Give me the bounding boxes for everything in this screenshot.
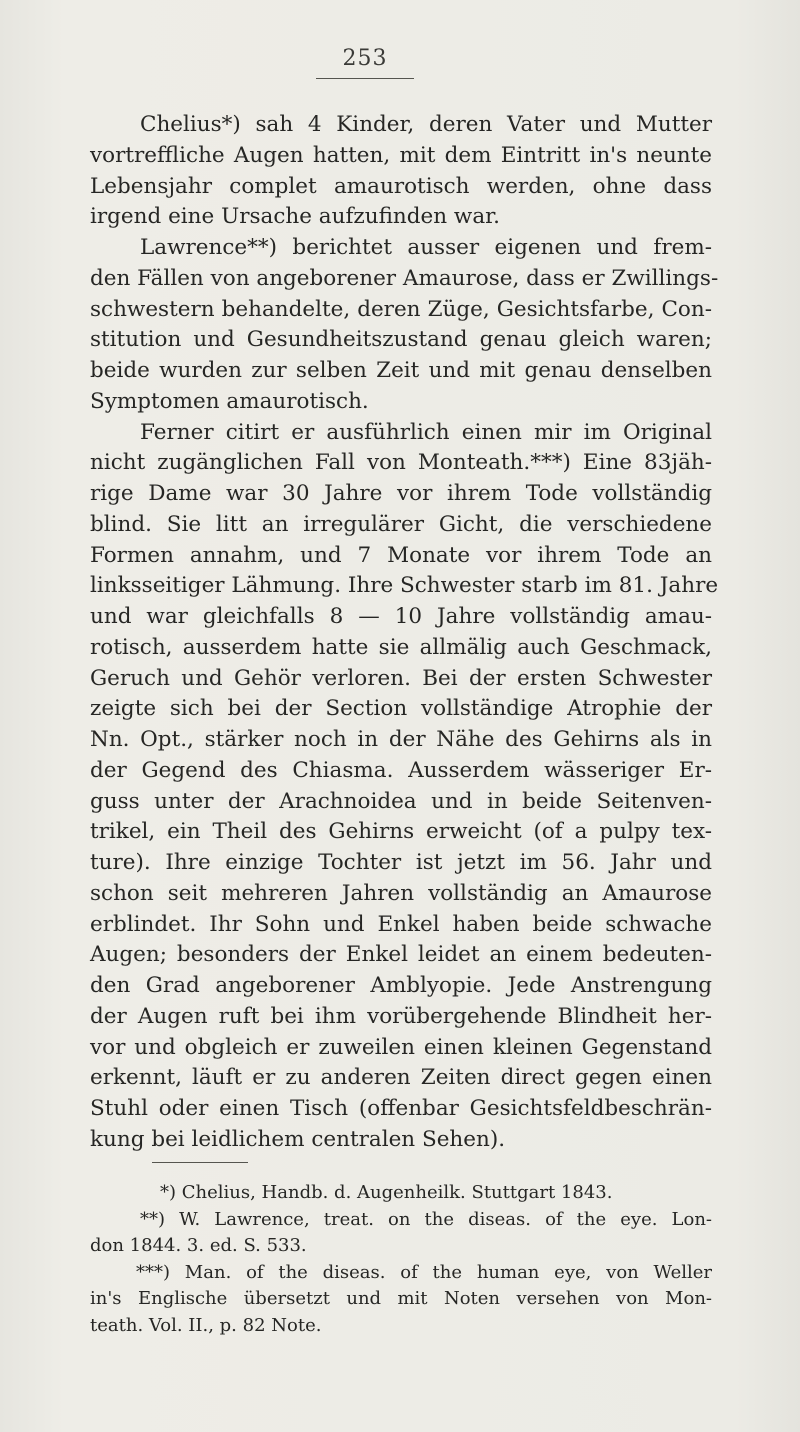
footnote-rule — [152, 1162, 248, 1163]
page-number: 253 — [342, 46, 388, 71]
text-line: den Grad angeborener Amblyopie. Jede Anstrengung — [90, 973, 712, 998]
text-line: trikel, ein Theil des Gehirns erweicht (of a pulpy tex- — [90, 819, 712, 845]
footnote-line: *) Chelius, Handb. d. Augenheilk. Stuttgart 1843. — [160, 1182, 613, 1203]
text-line: den Fällen von angeborener Amaurose, dass er Zwillings- — [90, 265, 719, 291]
text-line: Lebensjahr complet amaurotisch werden, ohne dass — [90, 173, 712, 199]
text-line: schon seit mehreren Jahren vollständig an Amaurose — [90, 880, 712, 906]
text-line: nicht zugänglichen Fall von Monteath.***) Eine 83jäh- — [90, 450, 712, 476]
text-line: der Augen ruft bei ihm vorübergehende Blindheit her- — [90, 1003, 712, 1029]
text-line: Augen; besonders der Enkel leidet an einem bedeuten- — [90, 942, 712, 968]
body-text — [90, 110, 719, 1156]
text-line: guss unter der Arachnoidea und in beide Seitenven- — [90, 788, 712, 814]
footnote-line: **) W. Lawrence, treat. on the diseas. of the eye. Lon- — [140, 1208, 712, 1230]
text-line: Symptomen amaurotisch. — [90, 388, 369, 414]
text-line: linksseitiger Lähmung. Ihre Schwester starb im 81. Jahre — [90, 573, 719, 599]
text-line: rige Dame war 30 Jahre vor ihrem Tode vollständig — [90, 481, 712, 506]
text-line: Formen annahm, und 7 Monate vor ihrem Tode an — [90, 542, 712, 568]
text-line: der Gegend des Chiasma. Ausserdem wässeriger Er- — [90, 757, 712, 783]
text-line: zeigte sich bei der Section vollständige Atrophie der — [90, 696, 712, 722]
text-line: kung bei leidlichem centralen Sehen). — [90, 1126, 506, 1152]
text-line: irgend eine Ursache aufzufinden war. — [90, 204, 500, 230]
text-line: Ferner citirt er ausführlich einen mir im Original — [140, 419, 712, 445]
footnote-line: don 1844. 3. ed. S. 533. — [90, 1235, 307, 1256]
text-line: erkennt, läuft er zu anderen Zeiten direct gegen einen — [90, 1065, 712, 1091]
footnotes — [90, 1180, 712, 1339]
text-line: vortreffliche Augen hatten, mit dem Eintritt in's neunte — [90, 142, 712, 168]
page-number-rule — [316, 78, 414, 79]
text-line: beide wurden zur selben Zeit und mit genau denselben — [90, 358, 712, 383]
text-line: ture). Ihre einzige Tochter ist jetzt im 56. Jahr und — [90, 850, 712, 875]
text-line: Stuhl oder einen Tisch (offenbar Gesichtsfeldbeschrän- — [90, 1096, 712, 1121]
text-line: Chelius*) sah 4 Kinder, deren Vater und Mutter — [140, 112, 712, 137]
text-line: vor und obgleich er zuweilen einen kleinen Gegenstand — [90, 1034, 712, 1060]
text-line: rotisch, ausserdem hatte sie allmälig auch Geschmack, — [90, 634, 712, 660]
footnote-line: ***) Man. of the diseas. of the human eye, von Weller — [136, 1261, 712, 1283]
text-line: Geruch und Gehör verloren. Bei der ersten Schwester — [90, 665, 712, 691]
text-line: erblindet. Ihr Sohn und Enkel haben beide schwache — [90, 911, 712, 937]
footnote-line: in's Englische übersetzt und mit Noten versehen von Mon- — [90, 1288, 712, 1309]
text-line: Nn. Opt., stärker noch in der Nähe des Gehirns als in — [90, 727, 712, 752]
text-line: Lawrence**) berichtet ausser eigenen und frem- — [140, 235, 712, 260]
text-line: blind. Sie litt an irregulärer Gicht, die verschiedene — [90, 511, 712, 537]
text-line: stitution und Gesundheitszustand genau gleich waren; — [90, 327, 712, 353]
text-line: schwestern behandelte, deren Züge, Gesichtsfarbe, Con- — [90, 296, 712, 322]
footnote-line: teath. Vol. II., p. 82 Note. — [90, 1314, 322, 1336]
text-line: und war gleichfalls 8 — 10 Jahre vollständig amau- — [90, 604, 712, 629]
